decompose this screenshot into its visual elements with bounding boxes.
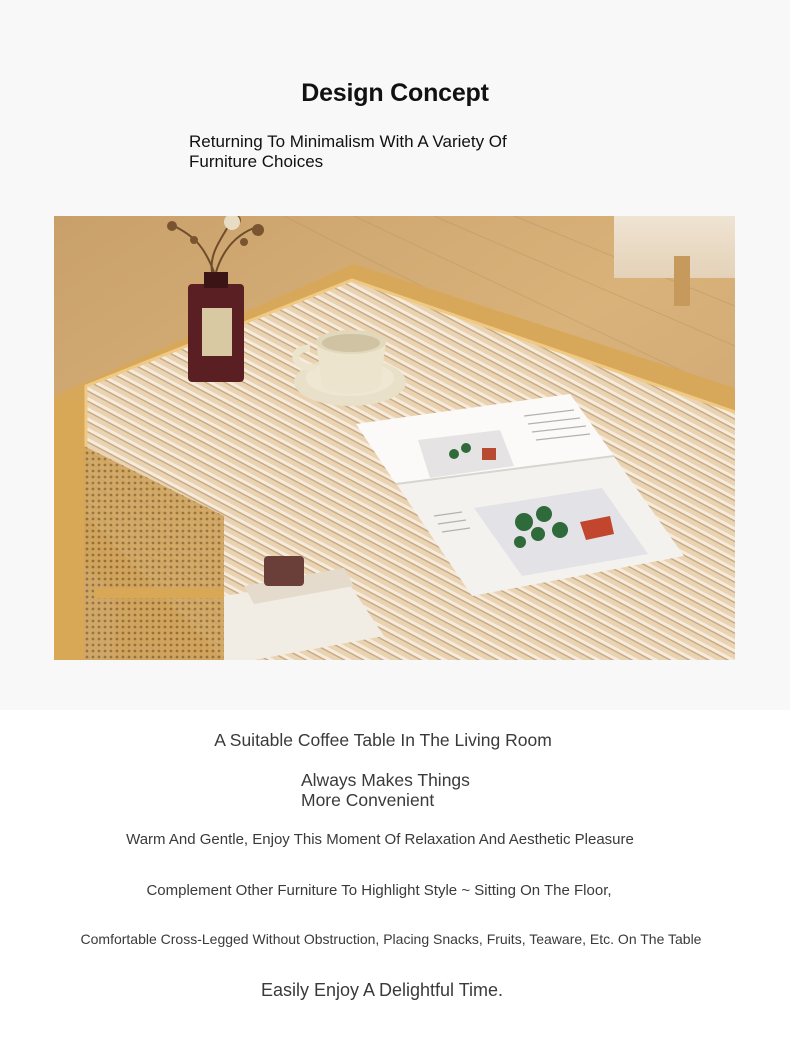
page-title: Design Concept [301, 79, 489, 107]
description-section [0, 710, 790, 1054]
coffee-table-photo [54, 216, 735, 660]
description-line-5: Comfortable Cross-Legged Without Obstruction, Placing Snacks, Fruits, Teaware, Etc. On The Table [80, 931, 702, 947]
description-line-3: Warm And Gentle, Enjoy This Moment Of Relaxation And Aesthetic Pleasure [126, 831, 634, 848]
page-subtitle: Returning To Minimalism With A Variety Of Furniture Choices [189, 132, 507, 171]
description-line-1: A Suitable Coffee Table In The Living Room [214, 730, 552, 750]
description-line-2: Always Makes Things More Convenient [301, 770, 470, 810]
description-line-6: Easily Enjoy A Delightful Time. [260, 980, 504, 1000]
description-line-4: Complement Other Furniture To Highlight Style ~ Sitting On The Floor, [146, 882, 612, 899]
